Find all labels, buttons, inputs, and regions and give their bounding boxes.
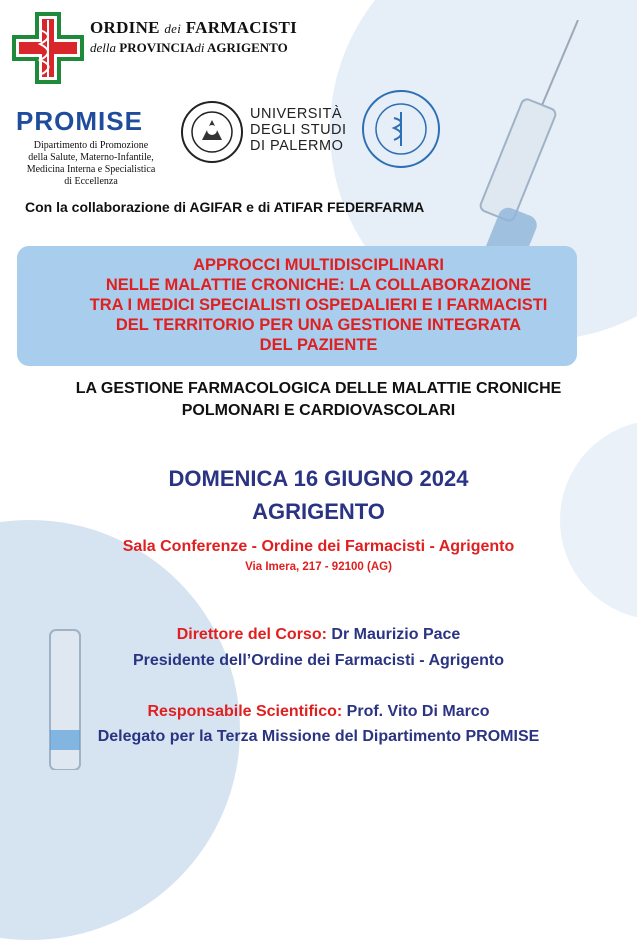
university-seal-icon xyxy=(180,100,244,164)
event-city: AGRIGENTO xyxy=(252,499,385,524)
course-subtitle: LA GESTIONE FARMACOLOGICA DELLE MALATTIE CRONICHE POLMONARI E CARDIOVASCOLARI xyxy=(75,380,562,419)
hospital-seal-icon xyxy=(360,88,442,170)
scientific-lead xyxy=(0,703,637,721)
promise-logo: PROMISE xyxy=(16,106,143,136)
syringe-image xyxy=(470,20,590,280)
university-name: UNIVERSITÀ DEGLI STUDI DI PALERMO xyxy=(250,106,347,154)
promise-department-text: Dipartimento di Promozione della Salute, Materno-Infantile, Medicina Interna e Specialistica di Eccellenza xyxy=(26,140,156,187)
event-date: DOMENICA 16 GIUGNO 2024 xyxy=(168,466,469,491)
scientific-name: Prof. Vito Di Marco xyxy=(342,703,490,720)
pharmacists-order-title: ORDINE dei FARMACISTI della PROVINCIAdi AGRIGENTO xyxy=(90,18,298,55)
event-venue: Sala Conferenze - Ordine dei Farmacisti - Agrigento xyxy=(122,538,515,555)
scientific-label: Responsabile Scientifico: xyxy=(147,703,343,720)
director-label: Direttore del Corso: xyxy=(176,626,327,643)
pharmacists-order-logo xyxy=(10,10,86,86)
director-name: Dr Maurizio Pace xyxy=(326,626,461,643)
collaboration-text: Con la collaborazione di AGIFAR e di ATIFAR FEDERFARMA xyxy=(25,199,425,215)
course-director xyxy=(0,626,637,644)
director-role: Presidente dell’Ordine dei Farmacisti - Agrigento xyxy=(132,652,505,669)
scientific-role: Delegato per la Terza Missione del Dipartimento PROMISE xyxy=(97,728,540,745)
course-title: APPROCCI MULTIDISCIPLINARI NELLE MALATTIE CRONICHE: LA COLLABORAZIONE TRA I MEDICI SPECIALISTI OSPEDALIERI E I FARMACISTI DEL TERRITORIO PER UNA GESTIONE INTEGRATA DEL PAZIENTE xyxy=(89,256,548,354)
event-address: Via Imera, 217 - 92100 (AG) xyxy=(245,561,392,573)
